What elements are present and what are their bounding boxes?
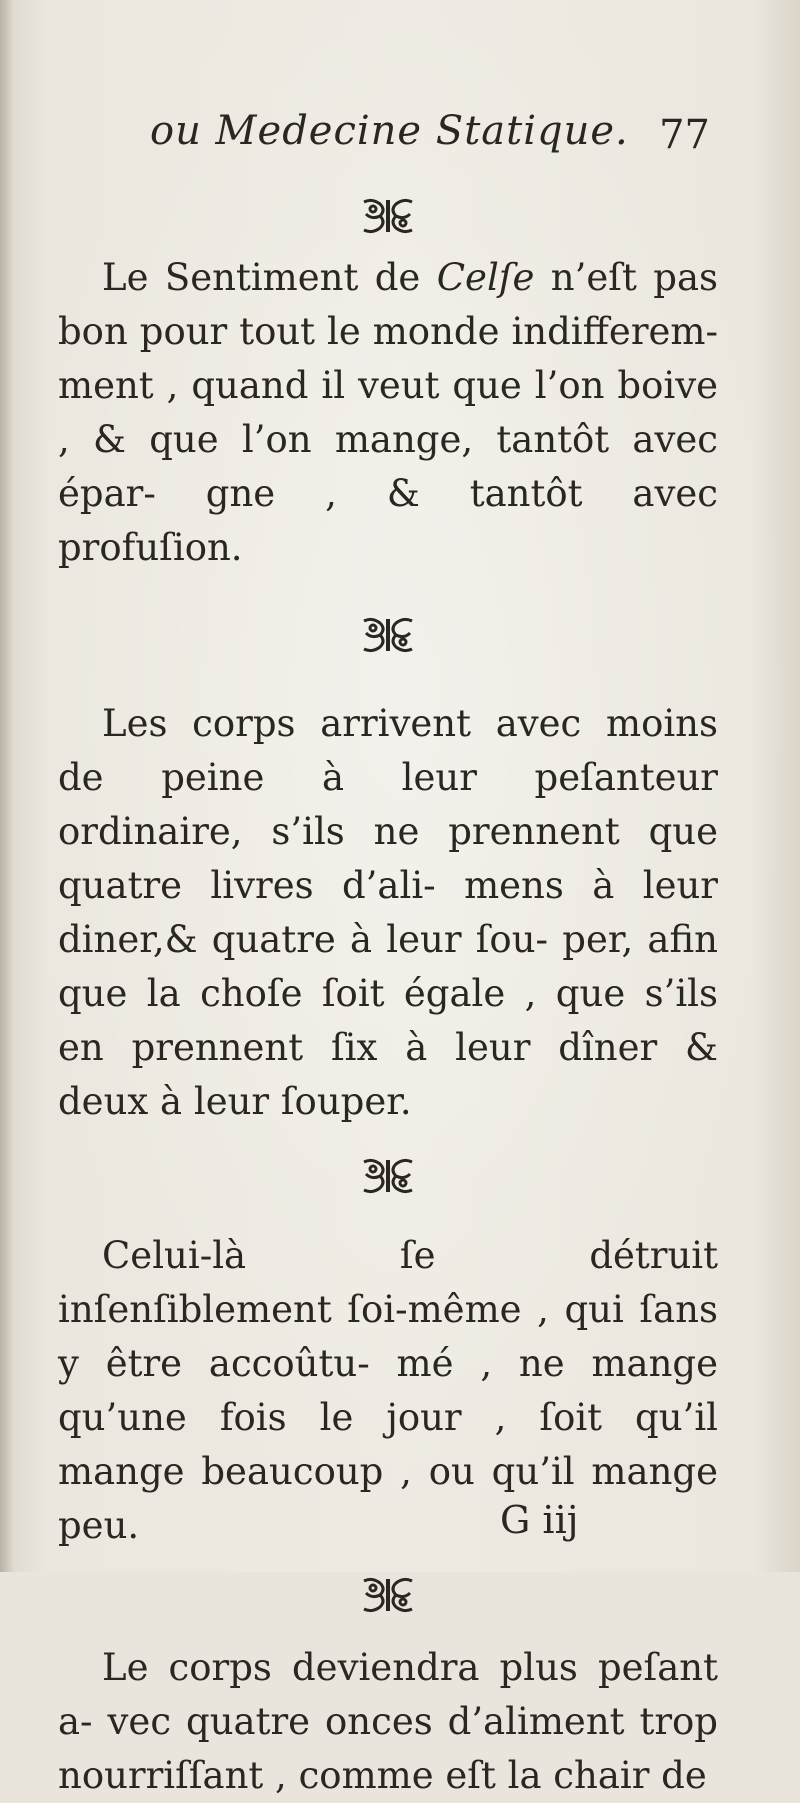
section-ornament [58,1139,718,1213]
paragraph-1 [58,251,718,575]
page-number: 77 [659,112,710,158]
section-ornament [58,185,718,247]
paragraph-1-rest: n’eſt pas bon pour tout le monde indifferem- ment , quand il veut que l’on boive , & que l’on mange, tantôt avec épar- gne , & tantôt avec profuſion. [58,256,718,569]
paragraph-4: Le corps deviendra plus peſant a- vec quatre onces d’aliment trop nourriſſant , comme eſt la chair de [58,1646,718,1797]
paragraph-1-lead: Le Sentiment de [102,256,437,299]
page-header [150,108,710,168]
fleuron-ornament-icon [358,615,418,655]
paragraph-2: Les corps arrivent avec moins de peine à leur peſanteur ordinaire, s’ils ne prennent que quatre livres d’ali- mens à leur diner,& quatre à leur ſou- per, afin que la choſe ſoit égale , que s’ils en prennent ſix à leur dîner & deux à leur ſouper. [58,702,718,1123]
text-block [58,185,718,1803]
fleuron-ornament-icon [358,1156,418,1196]
paragraph-3: Celui-là ſe détruit inſenſiblement ſoi-même , qui ſans y être accoûtu- mé , ne mange qu’une fois le jour , ſoit qu’il mange beaucoup , ou qu’il mange peu. [58,1234,718,1547]
fleuron-ornament-icon [358,1575,418,1615]
signature-mark: G iij [500,1498,579,1542]
section-ornament [58,597,718,673]
author-name-celse: Celſe [436,256,535,299]
fleuron-ornament-icon [358,196,418,236]
running-head: ou Medecine Statique. [150,108,629,154]
spine-shadow [0,0,14,1572]
section-ornament [58,1561,718,1629]
